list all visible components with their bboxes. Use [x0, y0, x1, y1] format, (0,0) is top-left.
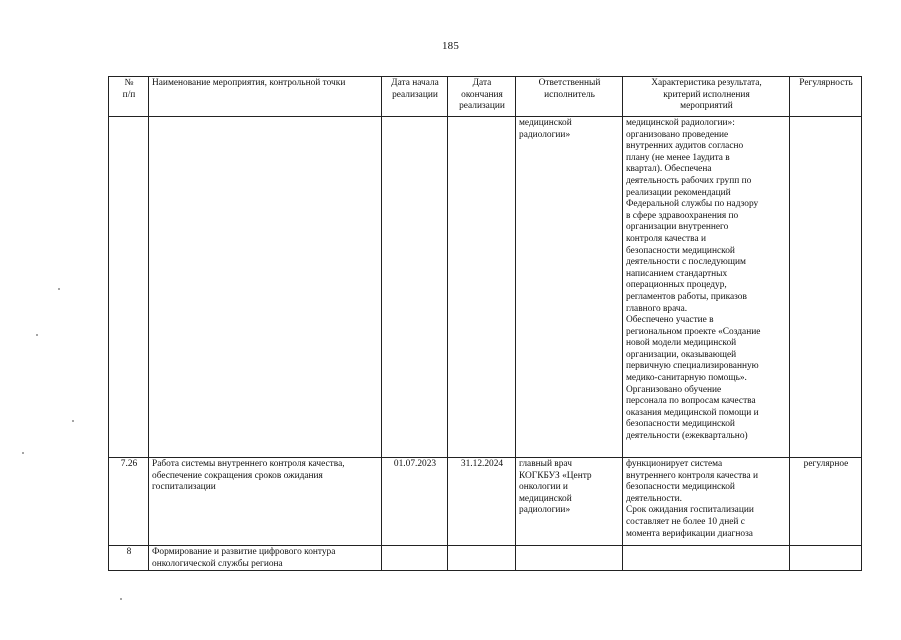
cell-activity-name: Формирование и развитие цифрового контура онкологической службы региона: [149, 546, 382, 571]
page-number: 185: [441, 40, 460, 52]
cell-start-date: [382, 117, 448, 458]
cell-activity-name: [149, 117, 382, 458]
cell-result: [623, 546, 790, 571]
cell-regularity: [790, 117, 862, 458]
cell-responsible: [516, 546, 623, 571]
cell-responsible: главный врач КОГКБУЗ «Центр онкологии и медицинской радиологии»: [516, 458, 623, 546]
header-activity-name: Наименование мероприятия, контрольной точки: [149, 77, 382, 117]
cell-end-date: [448, 117, 516, 458]
scan-speck: [72, 420, 74, 422]
scan-speck: [120, 598, 122, 600]
cell-result: функционирует система внутреннего контроля качества и безопасности медицинской деятельности. Срок ожидания госпитализации составляет не более 10 дней с момента верификации диагноза: [623, 458, 790, 546]
cell-start-date: 01.07.2023: [382, 458, 448, 546]
cell-regularity: регулярное: [790, 458, 862, 546]
table-row-continuation: [109, 117, 862, 458]
cell-start-date: [382, 546, 448, 571]
header-responsible: Ответственный исполнитель: [516, 77, 623, 117]
header-regularity: Регулярность: [790, 77, 862, 117]
scan-speck: [36, 334, 38, 336]
table-row-7-26: [109, 458, 862, 546]
activities-table: [108, 76, 862, 571]
scan-speck: [58, 288, 60, 290]
cell-regularity: [790, 546, 862, 571]
header-result: Характеристика результата, критерий исполнения мероприятий: [623, 77, 790, 117]
cell-end-date: 31.12.2024: [448, 458, 516, 546]
header-number: № п/п: [109, 77, 149, 117]
scan-speck: [22, 452, 24, 454]
header-start-date: Дата начала реализации: [382, 77, 448, 117]
cell-number: 8: [109, 546, 149, 571]
cell-number: [109, 117, 149, 458]
table-header-row: [109, 77, 862, 117]
cell-end-date: [448, 546, 516, 571]
header-end-date: Дата окончания реализации: [448, 77, 516, 117]
cell-result: медицинской радиологии»: организовано проведение внутренних аудитов согласно плану (не менее 1аудита в квартал). Обеспечена деятельность рабочих групп по реализации рекомендаций Федеральной службы по надзору в сфере здравоохранения по организации внутреннего контроля качества и безопасности медицинской деятельности с последующим написанием стандартных операционных процедур, регламентов работы, приказов главного врача. Обеспечено участие в региональном проекте «Создание новой модели медицинской организации, оказывающей первичную специализированную медико-санитарную помощь». Организовано обучение персонала по вопросам качества оказания медицинской помощи и безопасности медицинской деятельности (ежеквартально): [623, 117, 790, 458]
cell-activity-name: Работа системы внутреннего контроля качества, обеспечение сокращения сроков ожидания госпитализации: [149, 458, 382, 546]
cell-responsible: медицинской радиологии»: [516, 117, 623, 458]
cell-number: 7.26: [109, 458, 149, 546]
table-row-8: [109, 546, 862, 571]
